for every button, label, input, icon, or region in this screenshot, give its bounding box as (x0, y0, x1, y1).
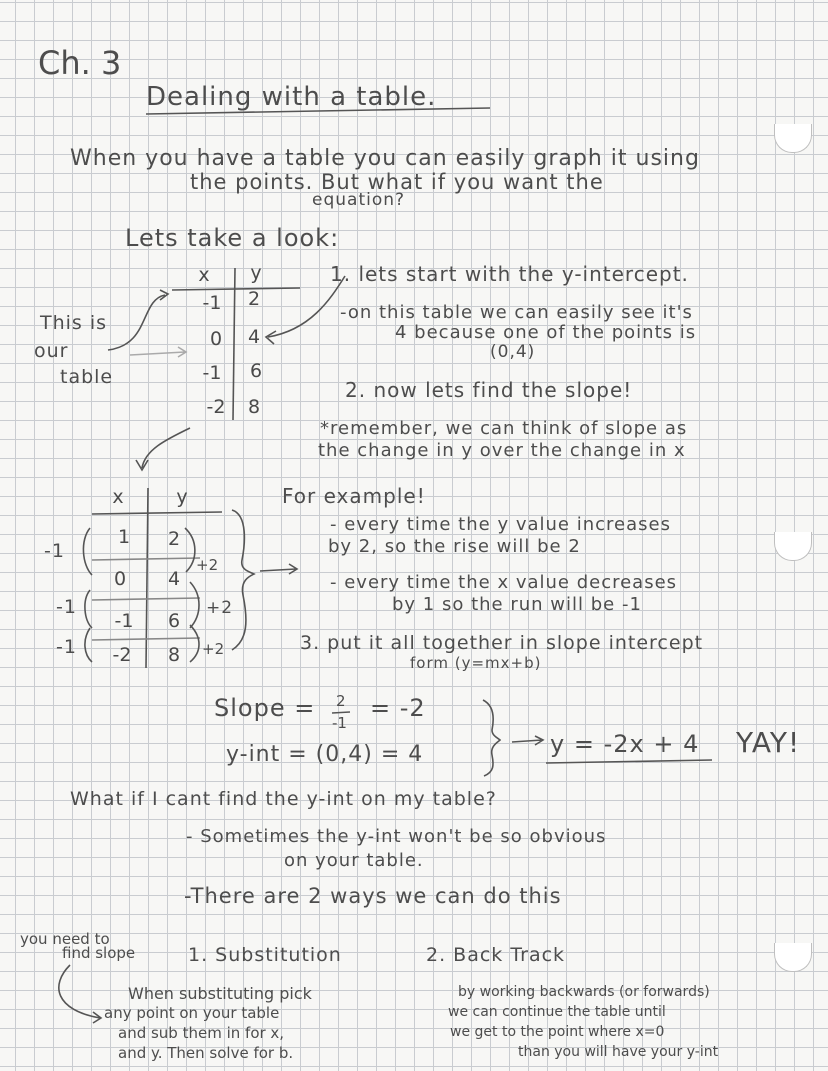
chapter-label: Ch. 3 (38, 44, 122, 82)
table2-horizontal-line (92, 512, 222, 514)
yint-calc: y-int = (0,4) = 4 (226, 742, 424, 767)
down-arrow (136, 428, 190, 470)
table2-right-label-2: +2 (206, 598, 234, 618)
table1-y-1: 2 (247, 288, 261, 310)
step1-line-2: 4 because one of the points is (395, 322, 697, 343)
step3-line-2: form (y=mx+b) (410, 654, 542, 672)
answer-underline (546, 760, 712, 763)
table1-y-4: 8 (247, 396, 261, 418)
note1-line-2: on your table. (284, 850, 424, 871)
table2-y-2: 4 (167, 568, 181, 590)
table2-y-4: 8 (167, 644, 181, 666)
table2-header-x: x (112, 486, 124, 508)
note2-line: -There are 2 ways we can do this (184, 884, 562, 908)
table2-x-1: 1 (117, 526, 131, 548)
faint-arrow (130, 347, 186, 357)
table1-y-3: 6 (249, 360, 263, 382)
example-line-3: - every time the x value decreases (330, 572, 678, 593)
slope-result: = -2 (370, 694, 426, 722)
side-note-arrow (59, 965, 101, 1023)
example-heading: For example! (282, 484, 426, 508)
final-equation: y = -2x + 4 (550, 730, 700, 758)
table1-x-4: -2 (206, 396, 226, 418)
step3-line-1: 3. put it all together in slope intercept (300, 632, 704, 654)
table1-horizontal-line (172, 288, 300, 290)
method1-line-1: When substituting pick (128, 984, 312, 1003)
table-label-line-3: table (60, 366, 114, 388)
yint-arrow (266, 276, 345, 344)
yay-text: YAY! (736, 726, 801, 759)
slope-numerator: 2 (336, 692, 346, 710)
table2-left-label-3: -1 (56, 636, 77, 658)
step1-line-3: (0,4) (490, 342, 536, 362)
example-line-4: by 1 so the run will be -1 (392, 594, 642, 615)
example-arrow (260, 564, 297, 574)
method1-heading: 1. Substitution (188, 944, 342, 966)
table-pointer-arrow (108, 290, 168, 350)
table2-right-label-1: +2 (196, 556, 219, 574)
table-label-line-2: our (34, 340, 69, 362)
table2-vertical-line (146, 488, 148, 668)
method1-line-2: any point on your table (104, 1004, 280, 1022)
table2-left-label-2: -1 (56, 596, 77, 618)
method2-heading: 2. Back Track (426, 944, 566, 966)
step2-heading: 2. now lets find the slope! (345, 378, 633, 402)
method2-line-2: we can continue the table until (448, 1004, 666, 1020)
table2-header-y: y (176, 486, 188, 508)
side-note-line-1: you need to (20, 930, 110, 948)
table2-left-label-1: -1 (44, 540, 65, 562)
table1-x-2: 0 (209, 328, 223, 350)
answer-brace (483, 700, 500, 776)
example-line-1: - every time the y value increases (330, 514, 671, 535)
table1-x-1: -1 (202, 292, 222, 314)
note1-line-1: - Sometimes the y-int won't be so obvious (186, 826, 607, 847)
table1-header-y: y (250, 262, 262, 284)
slope-denominator: -1 (332, 714, 347, 732)
table2-x-3: -1 (114, 610, 134, 632)
step1-line-1: -on this table we can easily see it's (340, 302, 693, 323)
table2-y-1: 2 (167, 528, 181, 550)
method2-line-4: than you will have your y-int (518, 1044, 719, 1060)
table1-header-x: x (198, 264, 210, 286)
table1-y-2: 4 (247, 326, 261, 348)
answer-arrow (512, 736, 543, 745)
method2-line-1: by working backwards (or forwards) (458, 984, 710, 1000)
question-line: What if I cant find the y-int on my table? (70, 788, 497, 810)
method1-line-4: and y. Then solve for b. (118, 1044, 294, 1062)
table2-right-label-3: +2 (202, 640, 225, 658)
intro-line-3: equation? (312, 190, 406, 210)
slope-label: Slope = (214, 694, 316, 722)
lets-take-a-look: Lets take a look: (125, 224, 340, 252)
method1-line-3: and sub them in for x, (118, 1024, 285, 1042)
page-title: Dealing with a table. (146, 82, 437, 112)
intro-line-2: the points. But what if you want the (190, 170, 604, 194)
table1-vertical-line (233, 268, 235, 420)
remember-line-2: the change in y over the change in x (318, 440, 686, 461)
big-curly-brace (232, 510, 254, 650)
table2-x-2: 0 (113, 568, 127, 590)
method2-line-3: we get to the point where x=0 (450, 1024, 665, 1040)
side-note-line-2: find slope (62, 944, 136, 962)
step1-heading: 1. lets start with the y-intercept. (330, 262, 689, 286)
table1-x-3: -1 (202, 362, 222, 384)
table2-y-3: 6 (167, 610, 181, 632)
remember-line-1: *remember, we can think of slope as (320, 418, 688, 439)
table2-x-4: -2 (112, 644, 132, 666)
table-label-line-1: This is (40, 312, 108, 334)
intro-line-1: When you have a table you can easily graph it using (70, 146, 700, 171)
example-line-2: by 2, so the rise will be 2 (328, 536, 581, 557)
